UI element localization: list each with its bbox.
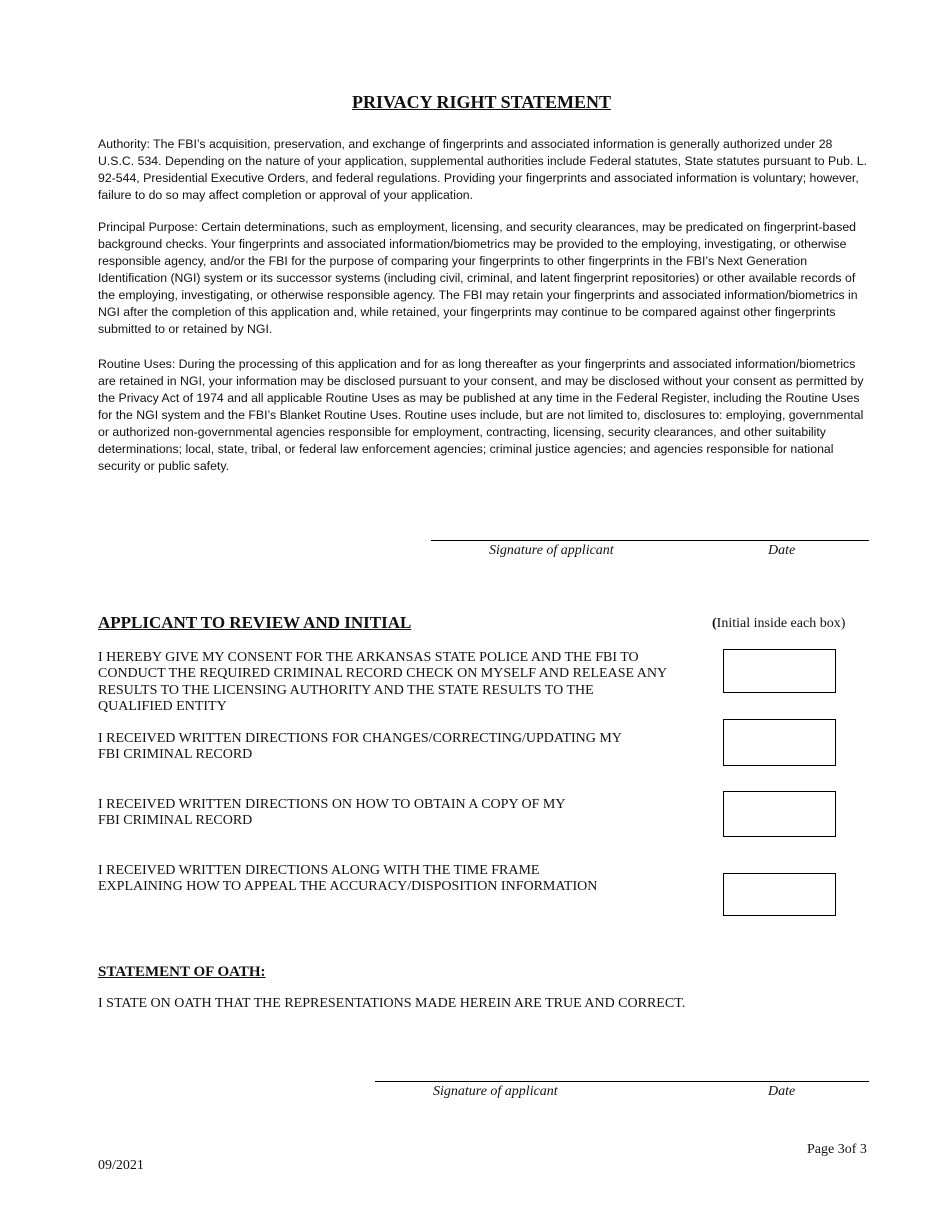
date-label-1: Date xyxy=(768,543,796,558)
consent-item-1: I HEREBY GIVE MY CONSENT FOR THE ARKANSAS STATE POLICE AND THE FBI TO CONDUCT THE REQUIRED CRIMINAL RECORD CHECK ON MYSELF AND RELEASE ANY RESULTS TO THE LICENSING AUTHORITY AND THE STATE RESULTS TO THE QUALIFIED ENTITY xyxy=(98,650,668,714)
page-number: Page 3of 3 xyxy=(807,1142,867,1157)
oath-heading: STATEMENT OF OATH: xyxy=(98,964,266,980)
oath-statement: I STATE ON OATH THAT THE REPRESENTATIONS MADE HEREIN ARE TRUE AND CORRECT. xyxy=(98,996,686,1011)
initial-box-3[interactable] xyxy=(723,791,836,837)
signature-line-1[interactable] xyxy=(431,540,869,541)
consent-item-2: I RECEIVED WRITTEN DIRECTIONS FOR CHANGES/CORRECTING/UPDATING MY FBI CRIMINAL RECORD xyxy=(98,731,622,763)
consent-item-3: I RECEIVED WRITTEN DIRECTIONS ON HOW TO OBTAIN A COPY OF MY FBI CRIMINAL RECORD xyxy=(98,797,566,829)
principal-purpose-paragraph: Principal Purpose: Certain determinations, such as employment, licensing, and security clearances, may be predicated on fingerprint-based background checks. Your fingerprints and associated information/biometrics may be provided to the employing, investigating, or otherwise responsible agency, and/or the FBI for the purpose of comparing your fingerprints to other fingerprints in the FBI’s Next Generation Identification (NGI) system or its successor systems (including civil, criminal, and latent fingerprint repositories) or other available records of the employing, investigating, or otherwise responsible agency. The FBI may retain your fingerprints and associated information/biometrics in NGI after the completion of this application and, while retained, your fingerprints may continue to be compared against other fingerprints submitted to or retained by NGI. xyxy=(98,220,858,336)
initial-box-1[interactable] xyxy=(723,649,836,693)
signature-label-1: Signature of applicant xyxy=(489,543,614,558)
signature-label-2: Signature of applicant xyxy=(433,1084,558,1099)
initial-instruction: (Initial inside each box) xyxy=(712,616,846,631)
date-label-2: Date xyxy=(768,1084,796,1099)
revision-date: 09/2021 xyxy=(98,1158,144,1173)
signature-line-2[interactable] xyxy=(375,1081,869,1082)
page-title: PRIVACY RIGHT STATEMENT xyxy=(351,92,612,112)
routine-uses-paragraph: Routine Uses: During the processing of this application and for as long thereafter as your fingerprints and associated information/biometrics are retained in NGI, your information may be disclosed pursuant to your consent, and may be disclosed without your consent as permitted by the Privacy Act of 1974 and all applicable Routine Uses as may be published at any time in the Federal Register, including the Routine Uses for the NGI system and the FBI’s Blanket Routine Uses. Routine uses include, but are not limited to, disclosures to: employing, governmental or authorized non-governmental agencies responsible for employment, contracting, licensing, security clearances, and other suitability determinations; local, state, tribal, or federal law enforcement agencies; criminal justice agencies; and agencies responsible for national security or public safety. xyxy=(98,357,864,473)
initial-box-4[interactable] xyxy=(723,873,836,916)
authority-paragraph: Authority: The FBI’s acquisition, preservation, and exchange of fingerprints and associated information is generally authorized under 28 U.S.C. 534. Depending on the nature of your application, supplemental authorities include Federal statutes, State statutes pursuant to Pub. L. 92-544, Presidential Executive Orders, and federal regulations. Providing your fingerprints and associated information is voluntary; however, failure to do so may affect completion or approval of your application. xyxy=(98,137,868,202)
consent-item-4: I RECEIVED WRITTEN DIRECTIONS ALONG WITH THE TIME FRAME EXPLAINING HOW TO APPEAL THE ACCURACY/DISPOSITION INFORMATION xyxy=(98,863,598,895)
review-heading: APPLICANT TO REVIEW AND INITIAL xyxy=(98,613,412,632)
initial-box-2[interactable] xyxy=(723,719,836,766)
